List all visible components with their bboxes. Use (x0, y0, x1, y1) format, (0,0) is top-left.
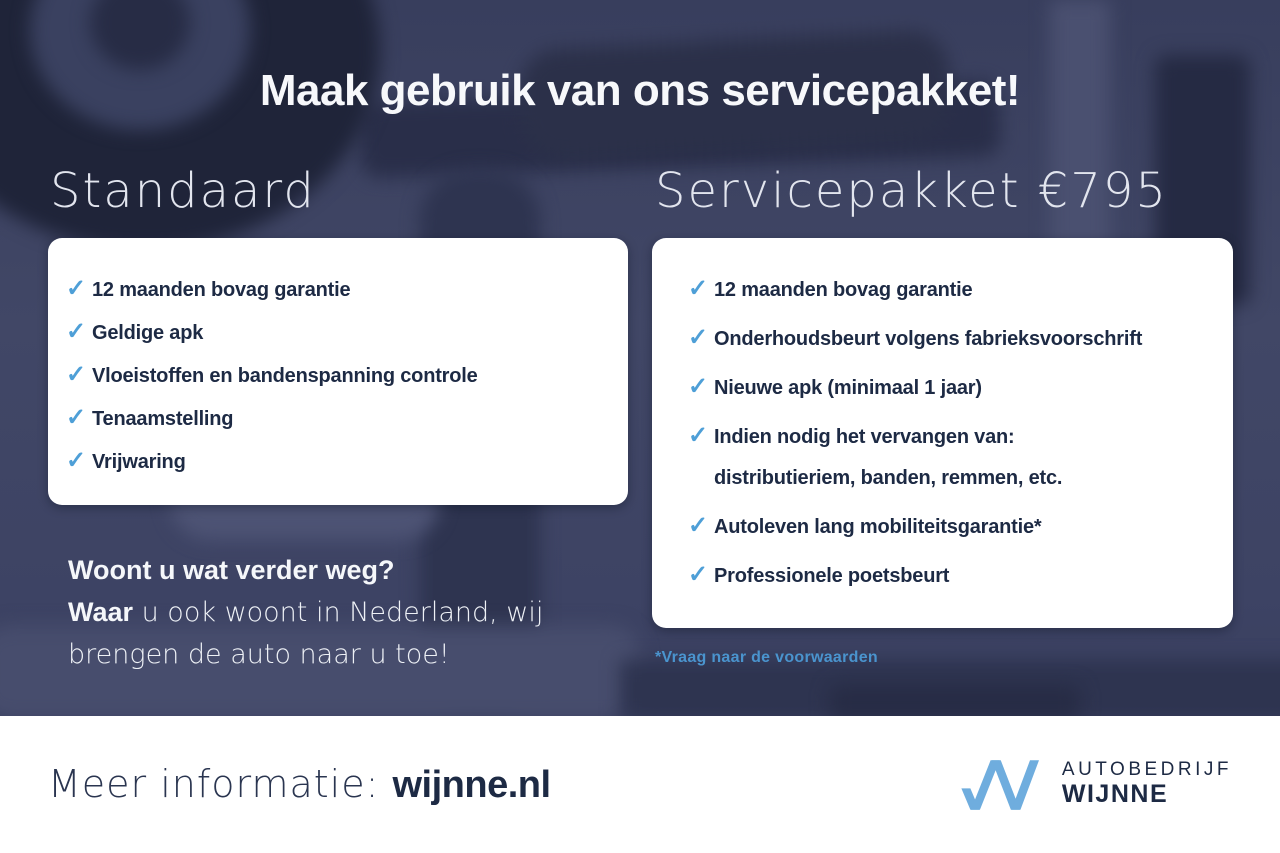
check-icon: ✓ (66, 275, 87, 302)
delivery-line2 (68, 591, 543, 634)
logo-text (1062, 760, 1232, 808)
list-item (688, 374, 1217, 402)
list-item-label: Professionele poetsbeurt (714, 565, 950, 587)
list-item-label: Nieuwe apk (minimaal 1 jaar) (714, 377, 982, 399)
delivery-line2-rest: u ook woont in Nederland, wij (133, 597, 544, 628)
list-item-label: 12 maanden bovag garantie (92, 279, 351, 301)
bg-dark-blob (830, 685, 1080, 720)
check-icon: ✓ (688, 324, 709, 351)
list-item (66, 276, 612, 304)
list-item-label: Onderhoudsbeurt volgens fabrieksvoorschrift (714, 328, 1143, 350)
check-icon: ✓ (66, 318, 87, 345)
list-item-label: Autoleven lang mobiliteitsgarantie* (714, 516, 1042, 538)
list-item-continuation: distributieriem, banden, remmen, etc. (714, 467, 1063, 489)
servicepakket-heading: Servicepakket €795 (655, 163, 1168, 219)
list-item (688, 423, 1217, 492)
delivery-line3: brengen de auto naar u toe! (68, 639, 450, 670)
footer-website: wijnne.nl (392, 764, 551, 806)
check-icon: ✓ (688, 373, 709, 400)
list-item-label: Vrijwaring (92, 451, 186, 473)
logo-w-icon (960, 758, 1046, 812)
list-item-label: Tenaamstelling (92, 408, 234, 430)
check-icon: ✓ (688, 512, 709, 539)
servicepakket-card (652, 238, 1233, 628)
check-icon: ✓ (66, 361, 87, 388)
standard-card (48, 238, 628, 505)
footer-info-label: Meer informatie: (48, 762, 393, 806)
check-icon: ✓ (688, 561, 709, 588)
list-item (66, 448, 612, 476)
footer-bar (0, 716, 1280, 853)
delivery-info (68, 549, 543, 676)
company-logo (960, 758, 1232, 812)
list-item (66, 362, 612, 390)
check-icon: ✓ (66, 447, 87, 474)
standard-heading: Standaard (50, 163, 316, 219)
logo-company-type: AUTOBEDRIJF (1061, 759, 1232, 781)
page-title: Maak gebruik van ons servicepakket! (259, 66, 1021, 115)
list-item-label: Indien nodig het vervangen van: distributieriem, banden, remmen, etc. (714, 423, 1062, 492)
standard-feature-list (66, 276, 612, 476)
list-item (688, 276, 1217, 304)
list-item (688, 513, 1217, 541)
check-icon: ✓ (688, 275, 709, 302)
servicepakket-feature-list (688, 276, 1217, 590)
check-icon: ✓ (66, 404, 87, 431)
footer-info (48, 762, 551, 807)
check-icon: ✓ (688, 422, 709, 449)
list-item (688, 325, 1217, 353)
logo-company-name: WIJNNE (1061, 780, 1169, 809)
list-item-label: Geldige apk (92, 322, 204, 344)
delivery-line2-bold: Waar (68, 597, 134, 627)
list-item (688, 562, 1217, 590)
conditions-footnote: *Vraag naar de voorwaarden (655, 649, 879, 666)
list-item-label: Vloeistoffen en bandenspanning controle (92, 365, 478, 387)
list-item (66, 405, 612, 433)
delivery-heading: Woont u wat verder weg? (68, 555, 395, 585)
list-item-label: 12 maanden bovag garantie (714, 279, 973, 301)
list-item (66, 319, 612, 347)
